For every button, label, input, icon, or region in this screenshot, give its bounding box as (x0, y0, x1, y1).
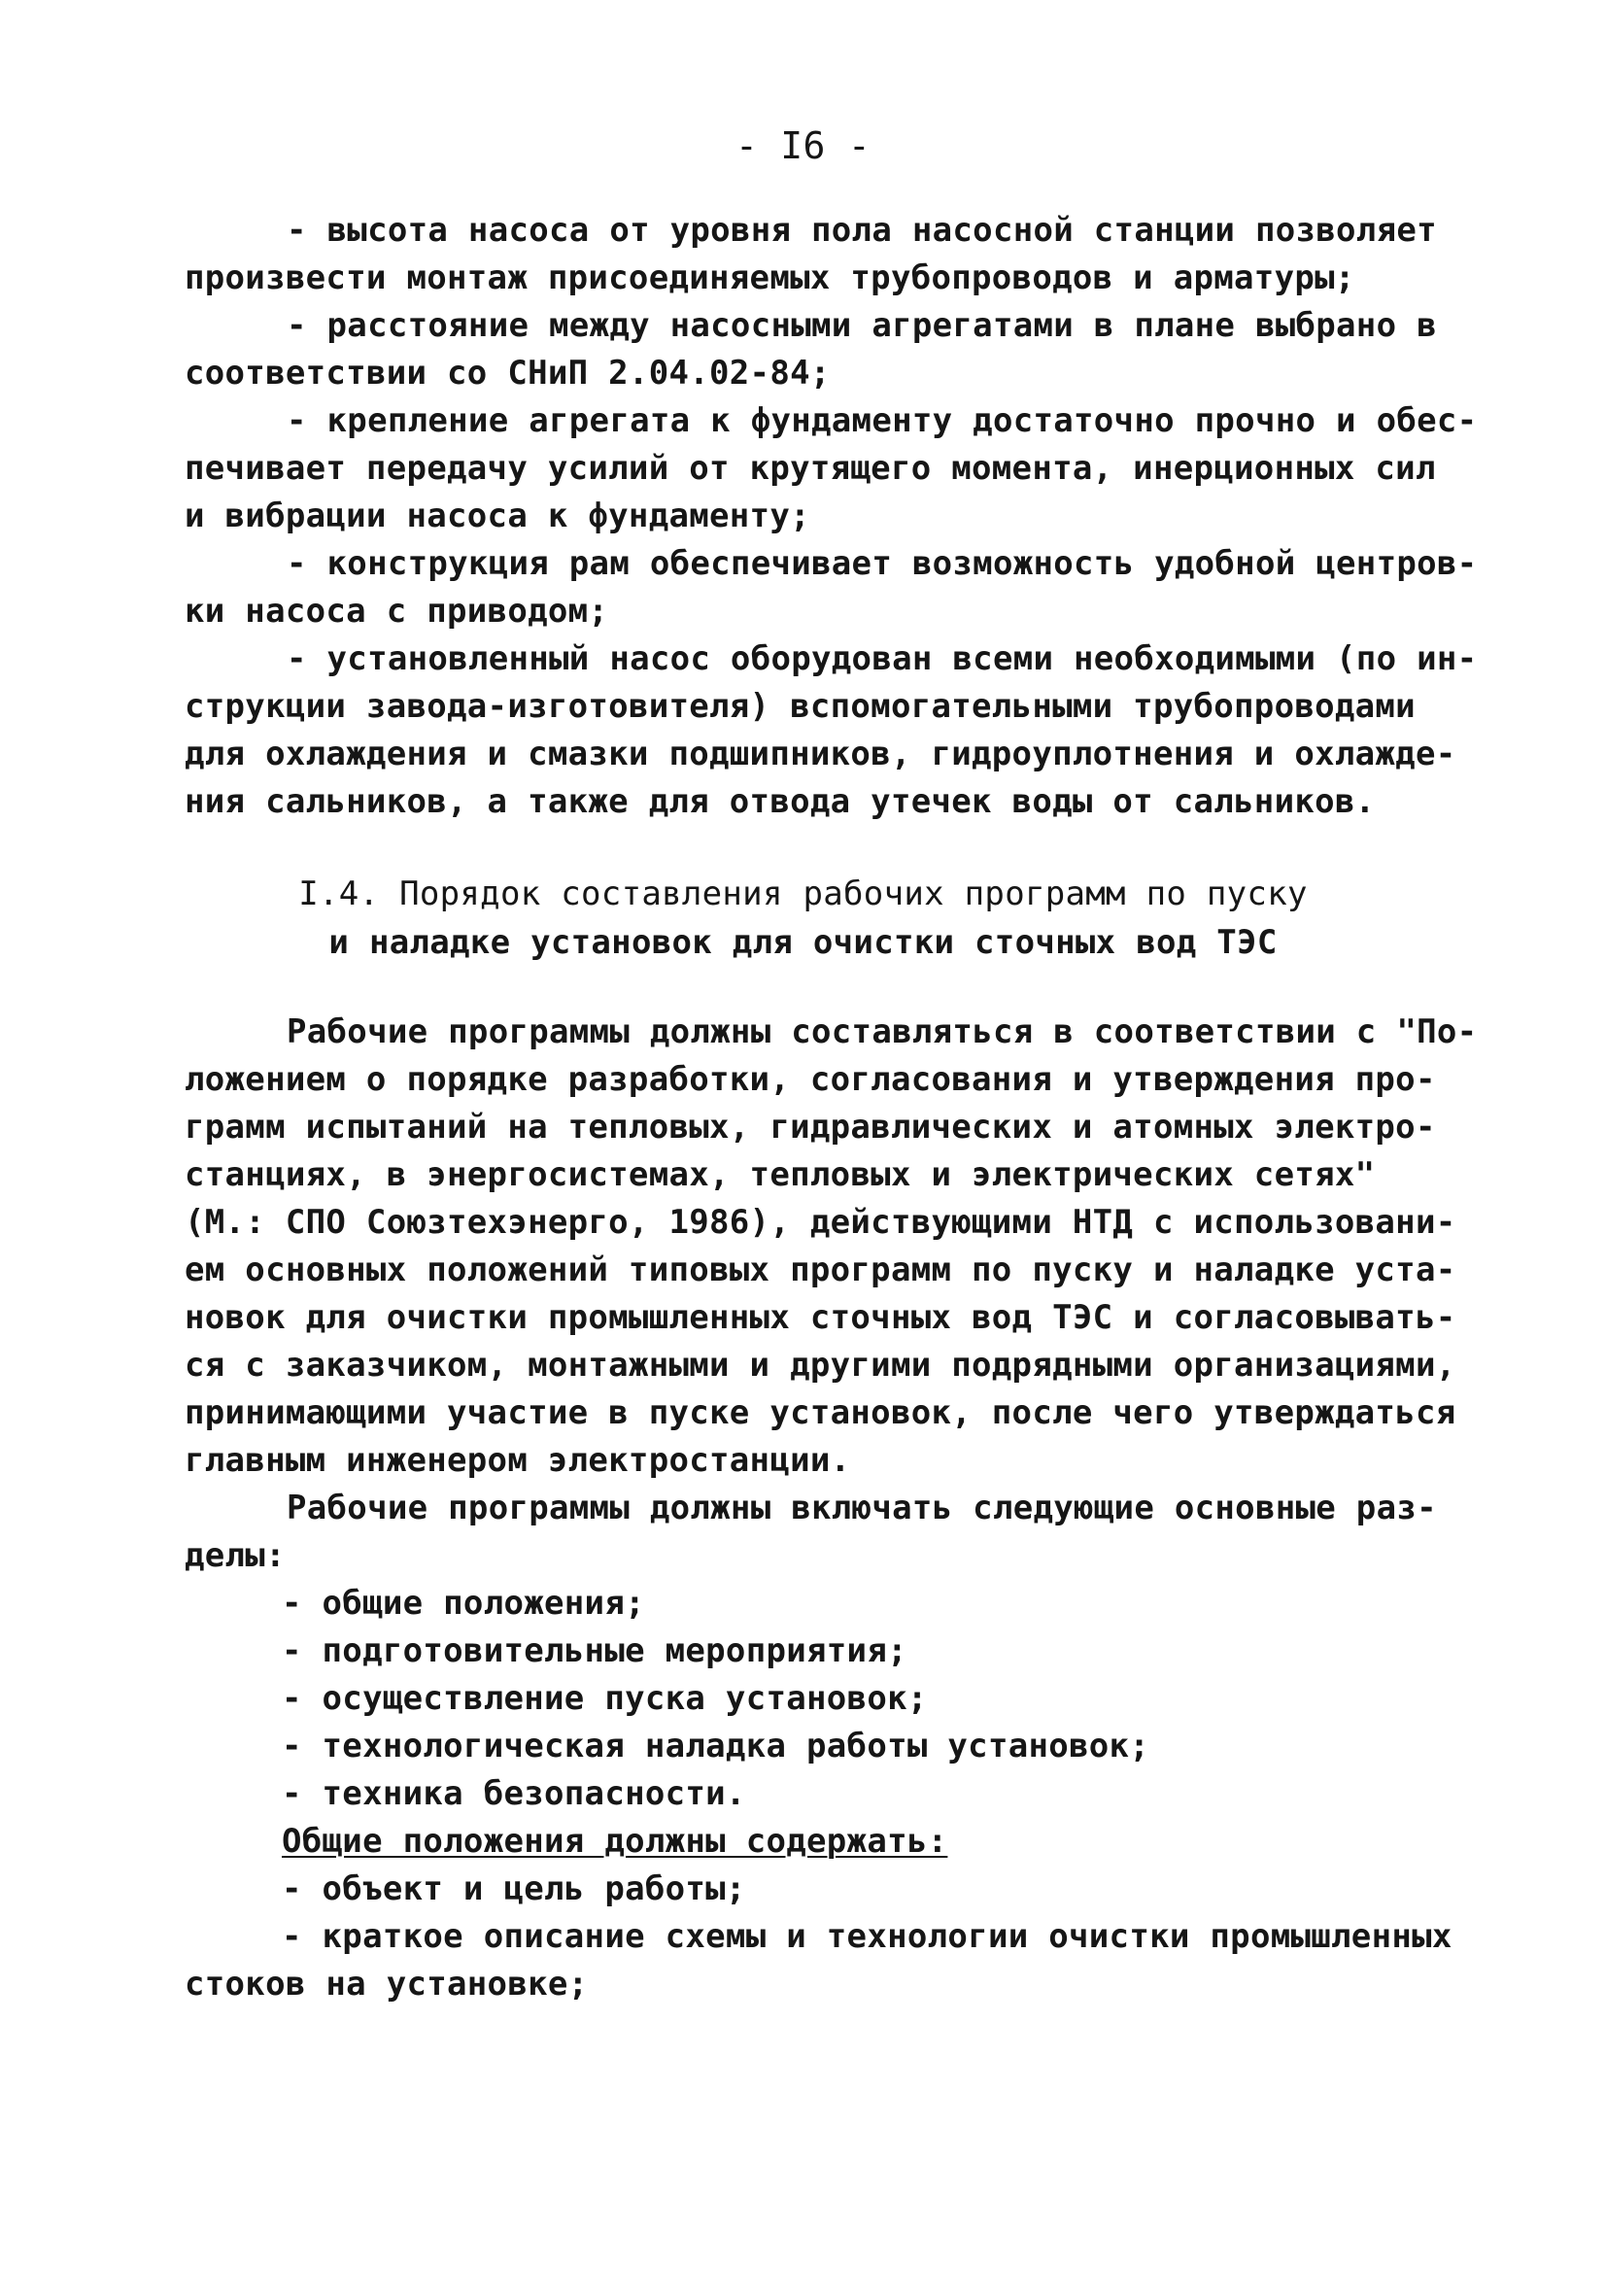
list-item: - общие положения; (282, 1584, 645, 1623)
paragraph-line: ложением о порядке разработки, согласования и утверждения про- (185, 1060, 1436, 1099)
paragraph-line: Рабочие программы должны составляться в соответствии с "По- (287, 1012, 1478, 1051)
paragraph-line: ем основных положений типовых программ по пуску и наладке уста- (185, 1251, 1456, 1289)
page-number: - I6 - (735, 124, 871, 167)
paragraph-line: Рабочие программы должны включать следующие основные раз- (287, 1489, 1437, 1527)
paragraph-line: - конструкция рам обеспечивает возможность удобной центров- (287, 544, 1478, 583)
paragraph-line: печивает передачу усилий от крутящего момента, инерционных сил (185, 449, 1436, 488)
paragraph-line: и вибрации насоса к фундаменту; (185, 497, 810, 535)
section-heading-line: и наладке установок для очистки сточных вод ТЭС (328, 923, 1278, 962)
list-item: - подготовительные мероприятия; (282, 1631, 907, 1670)
paragraph-line: струкции завода-изготовителя) вспомогательными трубопроводами (185, 687, 1416, 726)
section-heading-line: I.4. Порядок составления рабочих программ по пуску (298, 874, 1308, 913)
paragraph-line: главным инженером электростанции. (185, 1441, 851, 1480)
paragraph-line: для охлаждения и смазки подшипников, гидроуплотнения и охлажде- (185, 735, 1456, 773)
paragraph-line: новок для очистки промышленных сточных вод ТЭС и согласовывать- (185, 1298, 1456, 1337)
paragraph-line: - расстояние между насосными агрегатами в плане выбрано в (287, 306, 1437, 345)
list-item: - техника безопасности. (282, 1774, 746, 1813)
paragraph-line: принимающими участие в пуске установок, после чего утверждаться (185, 1393, 1456, 1432)
list-item: - осуществление пуска установок; (282, 1679, 928, 1718)
paragraph-line: - установленный насос оборудован всеми необходимыми (по ин- (287, 639, 1478, 678)
paragraph-line: делы: (185, 1536, 286, 1575)
list-item: - технологическая наладка работы установок; (282, 1727, 1150, 1765)
paragraph-line: ки насоса с приводом; (185, 592, 609, 631)
list-item: - краткое описание схемы и технологии очистки промышленных (282, 1917, 1452, 1956)
paragraph-line: соответствии со СНиП 2.04.02-84; (185, 354, 831, 393)
paragraph-line: стоков на установке; (185, 1965, 589, 2004)
paragraph-line: ся с заказчиком, монтажными и другими подрядными организациями, (185, 1346, 1456, 1385)
list-item: - объект и цель работы; (282, 1869, 746, 1908)
paragraph-line: произвести монтаж присоединяемых трубопроводов и арматуры; (185, 258, 1355, 297)
paragraph-line: (М.: СПО Союзтехэнерго, 1986), действующими НТД с использовани- (185, 1203, 1456, 1242)
paragraph-line: станциях, в энергосистемах, тепловых и электрических сетях" (185, 1155, 1376, 1194)
paragraph-line: - крепление агрегата к фундаменту достаточно прочно и обес- (287, 401, 1478, 440)
paragraph-line: ния сальников, а также для отвода утечек воды от сальников. (185, 782, 1376, 821)
paragraph-line: - высота насоса от уровня пола насосной станции позволяет (287, 211, 1437, 250)
paragraph-line: грамм испытаний на тепловых, гидравлических и атомных электро- (185, 1108, 1436, 1147)
general-provisions-intro: Общие положения должны содержать: (282, 1822, 948, 1861)
